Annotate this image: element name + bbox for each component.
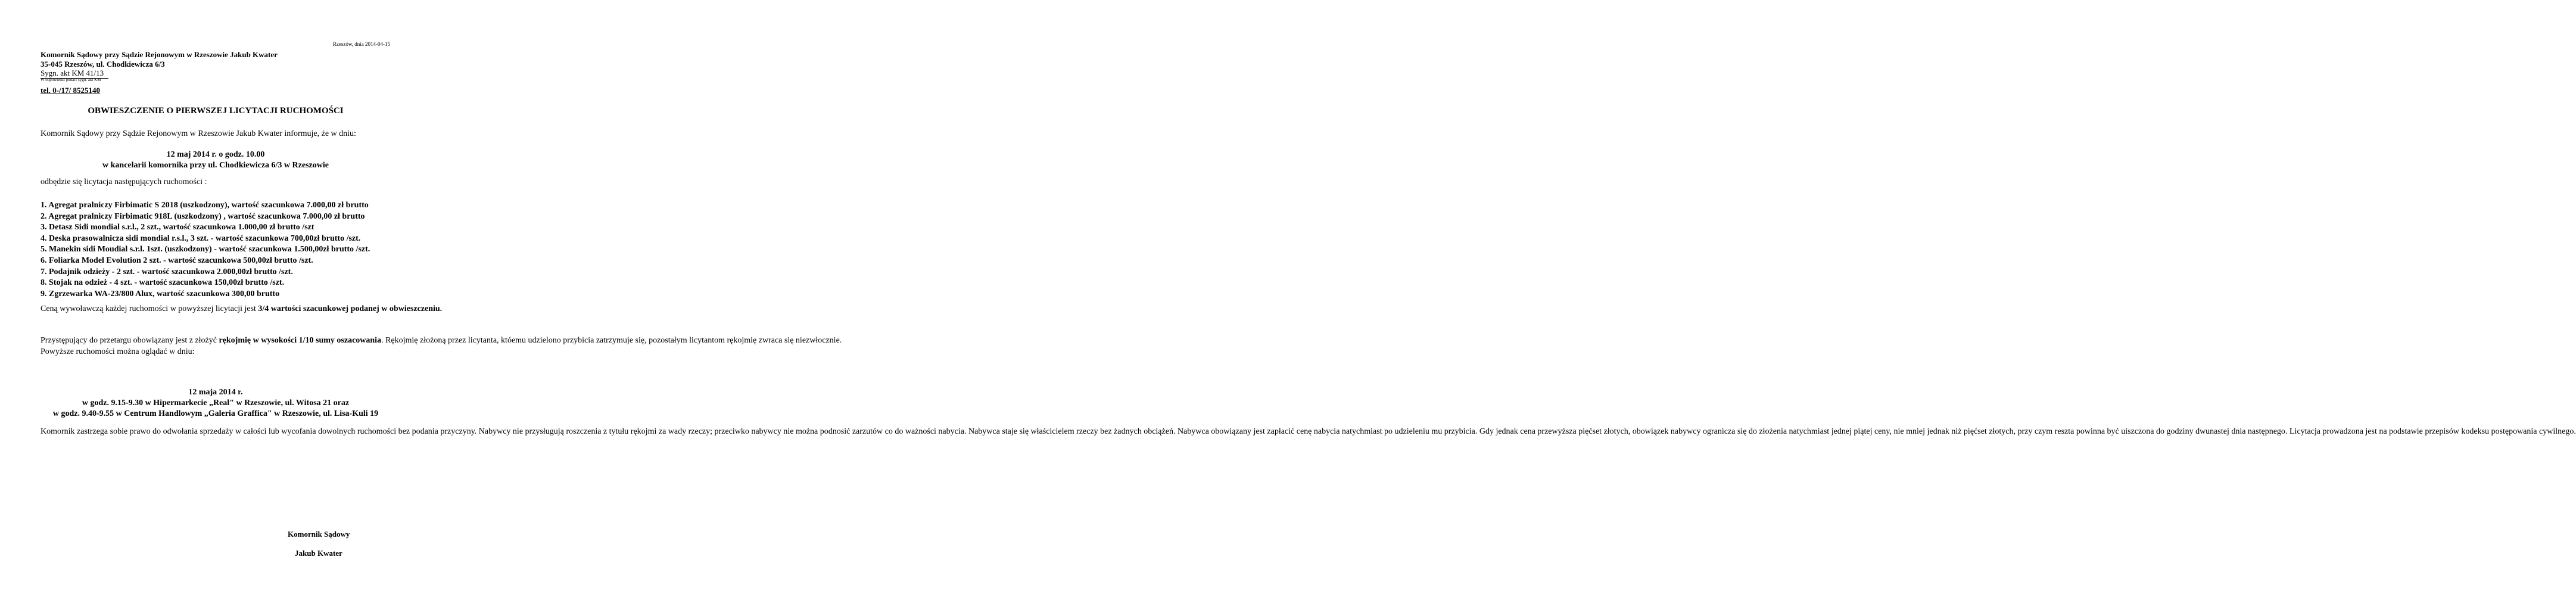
starting-price-paragraph xyxy=(41,303,443,315)
list-item: 4. Deska prasowalnicza sidi mondial r.s.l., 3 szt. - wartość szacunkowa 700,00zł brutto /szt. xyxy=(41,234,361,243)
intro-paragraph: Komornik Sądowy przy Sądzie Rejonowym w Rzeszowie Jakub Kwater informuje, że w dniu: xyxy=(41,129,356,138)
list-item: 9. Zgrzewarka WA-23/800 Alux, wartość szacunkowa 300,00 brutto xyxy=(41,289,280,298)
list-item: 7. Podajnik odzieży - 2 szt. - wartość szacunkowa 2.000,00zł brutto /szt. xyxy=(41,267,293,276)
list-item: 2. Agregat pralniczy Firbimatic 918L (uszkodzony) , wartość szacunkowa 7.000,00 zł brutto xyxy=(41,211,365,221)
viewing-location-2: w godz. 9.40-9.55 w Centrum Handlowym „Galeria Graffica" w Rzeszowie, ul. Lisa-Kuli 19 xyxy=(52,409,379,418)
auction-date: 12 maj 2014 r. o godz. 10.00 xyxy=(166,150,265,159)
terms-paragraph: Komornik zastrzega sobie prawo do odwołania sprzedaży w całości lub wycofania dowolnych ruchomości bez podania przyczyny. Nabywcy nie przysługują roszczenia z tytułu rękojmi za wady rzeczy; przeciwko nabywcy nie można podnosić zarzutów co do ważności nabycia. Nabywca staje się właścicielem rzeczy bez żadnych obciążeń. Nabywca obowiązany jest zapłacić cenę nabycia natychmiast po udzieleniu mu przybicia. Gdy jednak cena przewyższa pięćset złotych, obowiązek nabywcy ogranicza się do złożenia natychmiast jednej piątej ceny, nie mniej jednak niż pięćset złotych, przy czym reszta powinna być uiszczona do godziny dwunastej dnia następnego. Licytacja prowadzona jest na podstawie przepisów kodeksu postępowania cywilnego. xyxy=(41,427,2576,436)
viewing-date: 12 maja 2014 r. xyxy=(188,388,243,397)
phone-number: tel. 0-/17/ 8525140 xyxy=(41,86,101,95)
office-address: 35-045 Rzeszów, ul. Chodkiewicza 6/3 xyxy=(41,60,165,69)
list-item: 6. Foliarka Model Evolution 2 szt. - wartość szacunkowa 500,00zł brutto /szt. xyxy=(41,256,313,265)
viewing-intro: Powyższe ruchomości można oglądać w dniu: xyxy=(41,347,195,356)
list-item: 8. Stojak na odzież - 4 szt. - wartość szacunkowa 150,00zł brutto /szt. xyxy=(41,278,285,288)
items-list xyxy=(41,200,370,300)
viewing-location-1: w godz. 9.15-9.30 w Hipermarkecie „Real" w Rzeszowie, ul. Witosa 21 oraz xyxy=(82,399,350,407)
viewing-block xyxy=(0,387,431,419)
deposit-amount: rękojmię w wysokości 1/10 sumy oszacowania xyxy=(219,336,382,345)
document-date: Rzeszów, dnia 2014-04-15 xyxy=(332,41,390,47)
case-signature-text: Sygn. akt KM 41/13 xyxy=(41,69,108,79)
list-item: 1. Agregat pralniczy Firbimatic S 2018 (uszkodzony), wartość szacunkowa 7.000,00 zł brutto xyxy=(41,201,369,210)
deposit-text: Przystępujący do przetargu obowiązany jest z złożyć xyxy=(41,336,219,345)
signature-role: Komornik Sądowy xyxy=(288,530,350,539)
document-title: OBWIESZCZENIE O PIERWSZEJ LICYTACJI RUCHOMOŚCI xyxy=(88,106,344,116)
list-item: 3. Detasz Sidi mondial s.r.l., 2 szt., wartość szacunkowa 1.000,00 zł brutto /szt xyxy=(41,223,314,232)
auction-date-block xyxy=(0,150,431,171)
starting-price-text: Ceną wywoławczą każdej ruchomości w powyższej licytacji jest xyxy=(41,304,258,313)
deposit-text-rest: . Rękojmię złożoną przez licytanta, któemu udzielono przybicia zatrzymuje się, pozostałym licytantom rękojmię zwraca się niezwłocznie. xyxy=(381,336,842,345)
list-item: 5. Manekin sidi Moudial s.r.l. 1szt. (uszkodzony) - wartość szacunkowa 1.500,00zł brutto /szt. xyxy=(41,245,370,254)
starting-price-value: 3/4 wartości szacunkowej podanej w obwieszczeniu. xyxy=(258,304,443,313)
deposit-paragraph xyxy=(41,335,842,357)
signature-name: Jakub Kwater xyxy=(295,549,342,558)
office-name: Komornik Sądowy przy Sądzie Rejonowym w Rzeszowie Jakub Kwater xyxy=(41,50,278,59)
items-lead: odbędzie się licytacja następujących ruchomości : xyxy=(41,178,207,186)
auction-location: w kancelarii komornika przy ul. Chodkiewicza 6/3 w Rzeszowie xyxy=(102,161,329,170)
reply-note: W odpowiedzi podać: sygn. akt KM xyxy=(41,77,101,82)
